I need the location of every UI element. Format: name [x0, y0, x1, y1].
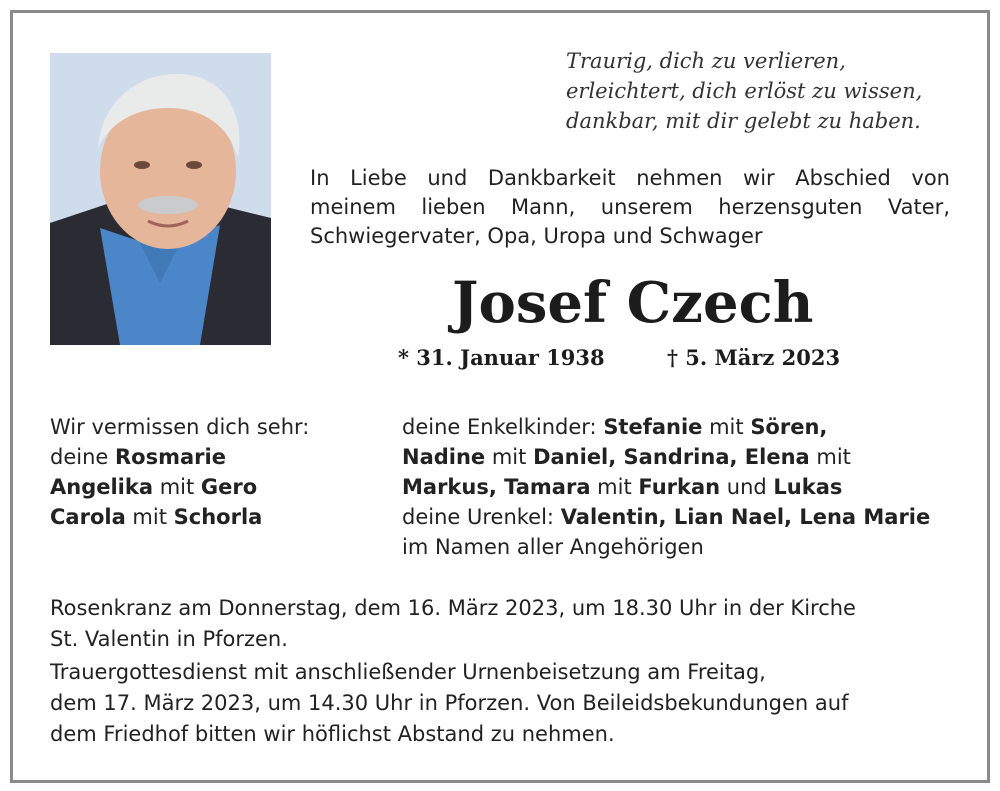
mourner-name: Markus, Tamara [402, 475, 591, 499]
text: mit [485, 445, 534, 469]
birth-date: * 31. Januar 1938 [398, 345, 605, 370]
mourner-name: Valentin, Lian Nael, Lena Marie [560, 505, 931, 529]
text: mit [125, 505, 174, 529]
text: mit [153, 475, 201, 499]
mourner-line [50, 442, 309, 472]
poem [566, 46, 966, 136]
rosary-info [50, 593, 856, 655]
service-line: dem 17. März 2023, um 14.30 Uhr in Pforzen. Von Beileidsbekundungen auf [50, 691, 849, 715]
poem-line: dankbar, mit dir gelebt zu haben. [566, 109, 921, 133]
mourner-name: Carola [50, 505, 126, 529]
mourner-name: Rosmarie [115, 445, 226, 469]
text: deine Enkelkinder: [402, 415, 604, 439]
intro-line: In Liebe und Dankbarkeit nehmen wir Abschied von [310, 166, 950, 190]
funeral-info [50, 657, 848, 750]
mourner-name: Stefanie [603, 415, 703, 439]
poem-line: erleichtert, dich erlöst zu wissen, [566, 79, 923, 103]
mourner-line [402, 532, 930, 562]
mourner-name: Lukas [773, 475, 843, 499]
mourner-name: Furkan [638, 475, 721, 499]
mourner-line [402, 412, 930, 442]
mourner-name: Gero [200, 475, 258, 499]
intro-line: meinem lieben Mann, unserem herzensguten Vater, [310, 195, 950, 219]
portrait-photo [50, 53, 271, 345]
mourners-right [402, 412, 930, 562]
service-line: Rosenkranz am Donnerstag, dem 16. März 2023, um 18.30 Uhr in der Kirche [50, 596, 856, 620]
poem-line: Traurig, dich zu verlieren, [566, 49, 846, 73]
text: deine [50, 445, 115, 469]
text: im Namen aller Angehörigen [402, 535, 704, 559]
mourner-name: Sören, [750, 415, 828, 439]
service-line: St. Valentin in Pforzen. [50, 627, 288, 651]
mourner-line [402, 442, 930, 472]
service-line: dem Friedhof bitten wir höflichst Abstand zu nehmen. [50, 722, 615, 746]
text: und [720, 475, 774, 499]
text: mit [590, 475, 639, 499]
mourner-name: Schorla [173, 505, 263, 529]
text: deine Urenkel: [402, 505, 561, 529]
intro-text [310, 164, 950, 251]
text: Wir vermissen dich sehr: [50, 415, 310, 439]
text: mit [702, 415, 751, 439]
mourner-line [50, 502, 309, 532]
life-dates [398, 345, 840, 370]
mourner-line [50, 412, 309, 442]
intro-line: Schwiegervater, Opa, Uropa und Schwager [310, 224, 763, 248]
service-line: Trauergottesdienst mit anschließender Urnenbeisetzung am Freitag, [50, 660, 766, 684]
death-date: † 5. März 2023 [666, 345, 841, 370]
mourners-left [50, 412, 309, 532]
mourner-name: Nadine [402, 445, 486, 469]
mourner-line [402, 472, 930, 502]
mourner-name: Angelika [50, 475, 154, 499]
mourner-line [50, 472, 309, 502]
deceased-name: Josef Czech [452, 270, 814, 336]
mourner-line [402, 502, 930, 532]
mourner-name: Daniel, Sandrina, Elena [533, 445, 810, 469]
text: mit [809, 445, 851, 469]
